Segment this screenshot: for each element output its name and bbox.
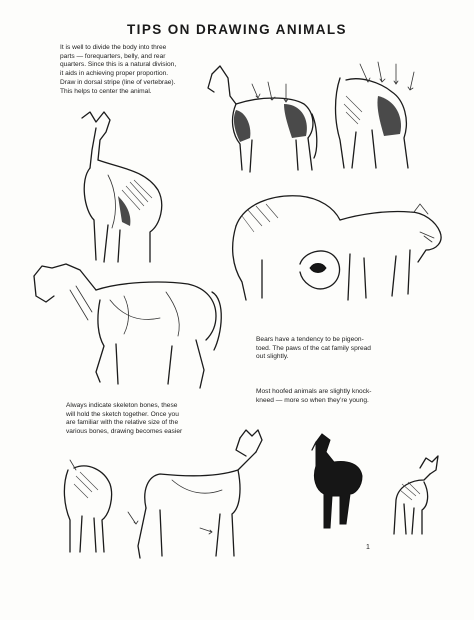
page-title: TIPS ON DRAWING ANIMALS bbox=[127, 22, 347, 37]
horse-muscle-sketch bbox=[34, 264, 221, 388]
hindquarters-sketch bbox=[64, 460, 111, 552]
caption-bears-toed: Bears have a tendency to be pigeon- toed. The paws of the cat family spread out slightly. bbox=[256, 336, 371, 361]
fawn-sketch bbox=[394, 456, 438, 534]
deer-side-sketch bbox=[128, 430, 262, 558]
caption-skeleton-bones: Always indicate skeleton bones, these will hold the sketch together. Once you are familiar with the relative size of the various bones, drawing becomes easier bbox=[66, 402, 183, 436]
caption-hoofed-knock-kneed: Most hoofed animals are slightly knock- kneed — more so when they’re young. bbox=[256, 388, 372, 404]
horse-small-sketch bbox=[208, 66, 317, 172]
horse-rear-sketch bbox=[336, 62, 415, 168]
deer-rear-sketch bbox=[82, 112, 162, 262]
caption-body-division: It is well to divide the body into three parts — forequarters, belly, and rear quarters. Since this is a natural division, it aids in achieving proper proportion. Draw in dorsal stripe (line of vertebrae). This helps to center the animal. bbox=[60, 44, 177, 95]
foal-sketch bbox=[312, 434, 362, 528]
bear-and-cat-sketch bbox=[233, 196, 441, 300]
page-number: 1 bbox=[366, 544, 370, 551]
